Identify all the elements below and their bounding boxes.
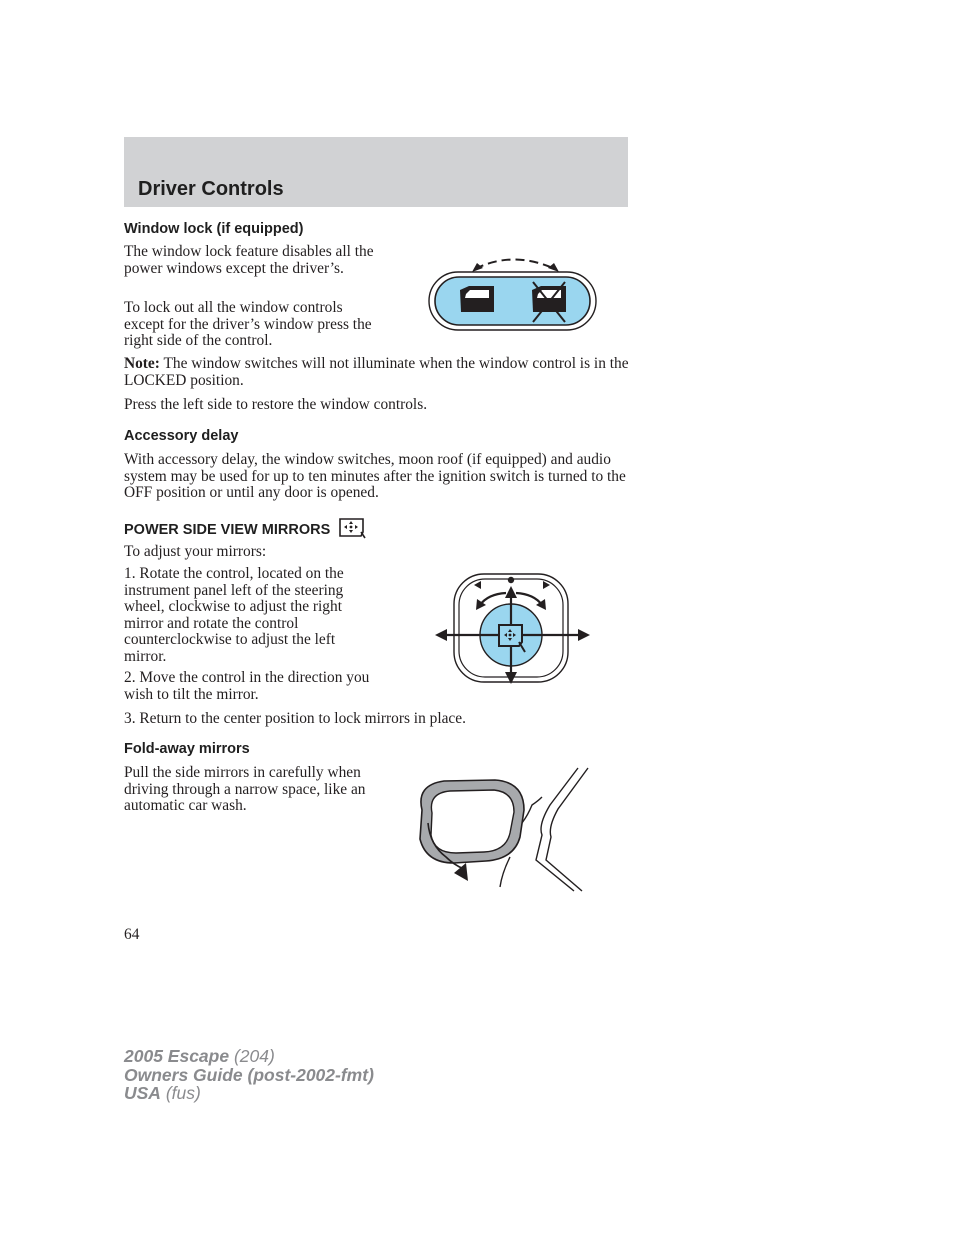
mirror-arm-bottom <box>500 857 510 887</box>
note-label: Note: <box>124 355 160 372</box>
mirror-arm-top <box>522 797 542 823</box>
window-lock-paragraph-1: The window lock feature disables all the power windows except the driver’s. <box>124 243 374 277</box>
window-lock-paragraph-3: Press the left side to restore the window controls. <box>124 396 428 413</box>
window-unlocked-icon <box>460 286 494 312</box>
footer-market-code: (fus) <box>160 1083 201 1103</box>
power-mirrors-heading <box>124 517 366 539</box>
arc-arrowhead-right <box>548 263 559 272</box>
toggle-arc-arrow <box>475 260 555 270</box>
mirrors-intro: To adjust your mirrors: <box>124 543 267 560</box>
arc-arrowhead-left <box>472 263 483 272</box>
section-header-band <box>124 137 628 207</box>
fold-away-mirror-illustration <box>410 765 595 893</box>
footer-line-3 <box>124 1084 374 1103</box>
document-footer <box>124 1047 374 1103</box>
window-lock-switch-illustration <box>425 252 600 334</box>
fold-away-paragraph: Pull the side mirrors in carefully when driving through a narrow space, like an automatic car wash. <box>124 764 366 814</box>
center-position-dot <box>508 577 514 583</box>
footer-line-2 <box>124 1066 374 1085</box>
footer-guide: Owners Guide (post-2002-fmt) <box>124 1064 374 1085</box>
footer-model-code: (204) <box>229 1046 275 1066</box>
mirror-symbol-icon <box>338 517 366 539</box>
mirrors-step-1: 1. Rotate the control, located on the instrument panel left of the steering wheel, clockwise to adjust the right mirror and rotate the control counterclockwise to adjust the left mirror. <box>124 565 344 665</box>
power-mirrors-heading-text: POWER SIDE VIEW MIRRORS <box>124 522 331 538</box>
window-lock-note <box>124 356 629 389</box>
footer-line-1 <box>124 1047 374 1066</box>
page-number: 64 <box>124 926 140 943</box>
footer-model: 2005 Escape <box>124 1046 230 1066</box>
note-text: The window switches will not illuminate when the window control is in the LOCKED position. <box>124 355 629 389</box>
mirrors-step-2: 2. Move the control in the direction you wish to tilt the mirror. <box>124 669 370 703</box>
footer-market: USA <box>124 1083 161 1103</box>
window-lock-heading: Window lock (if equipped) <box>124 221 304 237</box>
accessory-delay-paragraph: With accessory delay, the window switches, moon roof (if equipped) and audio system may be used for up to ten minutes after the ignition switch is turned to the OFF position or until any door is opened. <box>124 451 626 501</box>
switch-face <box>435 277 590 325</box>
mirror-glass <box>431 790 514 853</box>
mirror-control-illustration <box>432 568 592 686</box>
section-title: Driver Controls <box>138 178 284 200</box>
mirrors-step-3: 3. Return to the center position to lock mirrors in place. <box>124 710 466 727</box>
accessory-delay-heading: Accessory delay <box>124 428 239 444</box>
window-lock-paragraph-2: To lock out all the window controls except for the driver’s window press the right side of the control. <box>124 299 372 349</box>
fold-away-heading: Fold-away mirrors <box>124 741 250 757</box>
door-frame-outer <box>536 768 578 891</box>
